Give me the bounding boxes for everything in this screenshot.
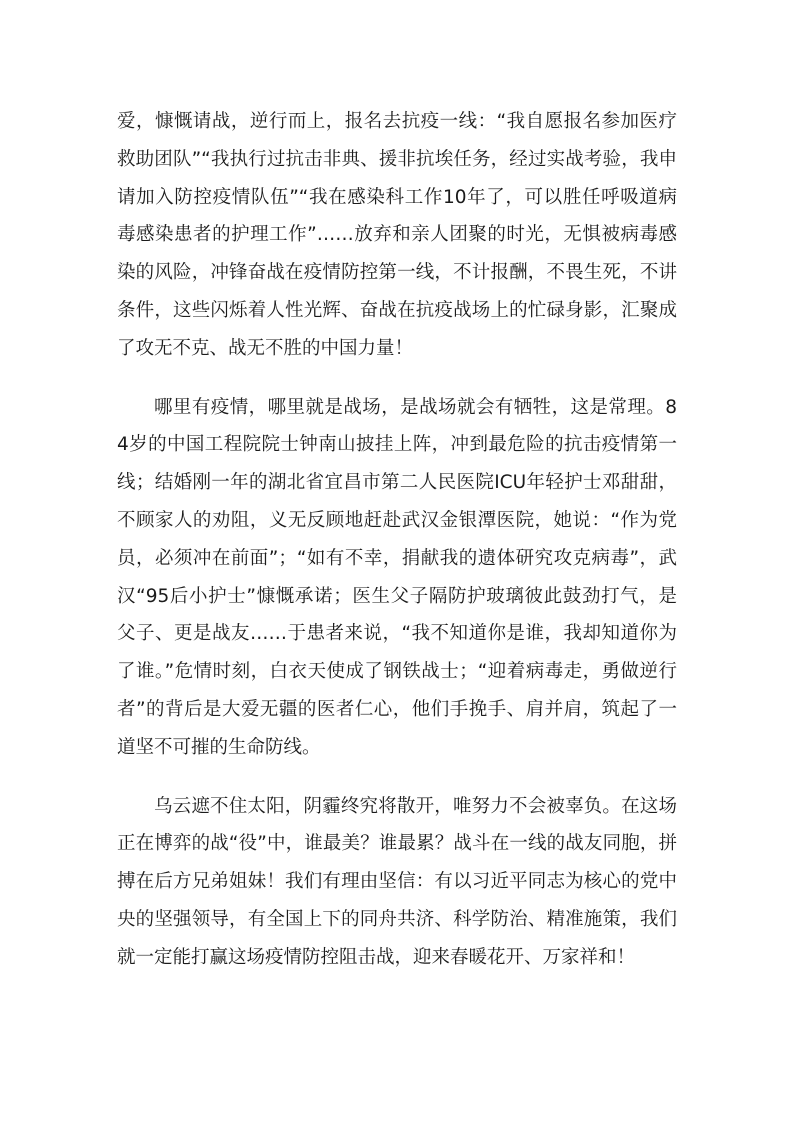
paragraph-1: 爱，慷慨请战，逆行而上，报名去抗疫一线：“我自愿报名参加医疗救助团队”“我执行过抗击非典、援非抗埃任务，经过实战考验，我申请加入防控疫情队伍”“我在感染科工作10年了，可以胜任呼吸道病毒感染患者的护理工作”……放弃和亲人团聚的时光，无惧被病毒感染的风险，冲锋奋战在疫情防控第一线，不计报酬，不畏生死，不讲条件，这些闪烁着人性光辉、奋战在抗疫战场上的忙碌身影，汇聚成了攻无不克、战无不胜的中国力量！ (117, 111, 677, 359)
paragraph-2: 哪里有疫情，哪里就是战场，是战场就会有牺牲，这是常理。84岁的中国工程院院士钟南山披挂上阵，冲到最危险的抗击疫情第一线；结婚刚一年的湖北省宜昌市第二人民医院ICU年轻护士邓甜甜，不顾家人的劝阻，义无反顾地赶赴武汉金银潭医院，她说：“作为党员，必须冲在前面”；“如有不幸，捐献我的遗体研究攻克病毒”，武汉“95后小护士”慷慨承诺；医生父子隔防护玻璃彼此鼓劲打气，是父子、更是战友……于患者来说，“我不知道你是谁，我却知道你为了谁。”危情时刻，白衣天使成了钢铁战士；“迎着病毒走，勇做逆行者”的背后是大爱无疆的医者仁心，他们手挽手、肩并肩，筑起了一道坚不可摧的生命防线。 (117, 396, 677, 758)
document-body (117, 103, 677, 977)
paragraph-3: 乌云遮不住太阳，阴霾终究将散开，唯努力不会被辜负。在这场正在博弈的战“役”中，谁最美？谁最累？战斗在一线的战友同胞，拼搏在后方兄弟姐妹！我们有理由坚信：有以习近平同志为核心的党中央的坚强领导，有全国上下的同舟共济、科学防治、精准施策，我们就一定能打赢这场疫情防控阻击战，迎来春暖花开、万家祥和！ (117, 795, 677, 968)
